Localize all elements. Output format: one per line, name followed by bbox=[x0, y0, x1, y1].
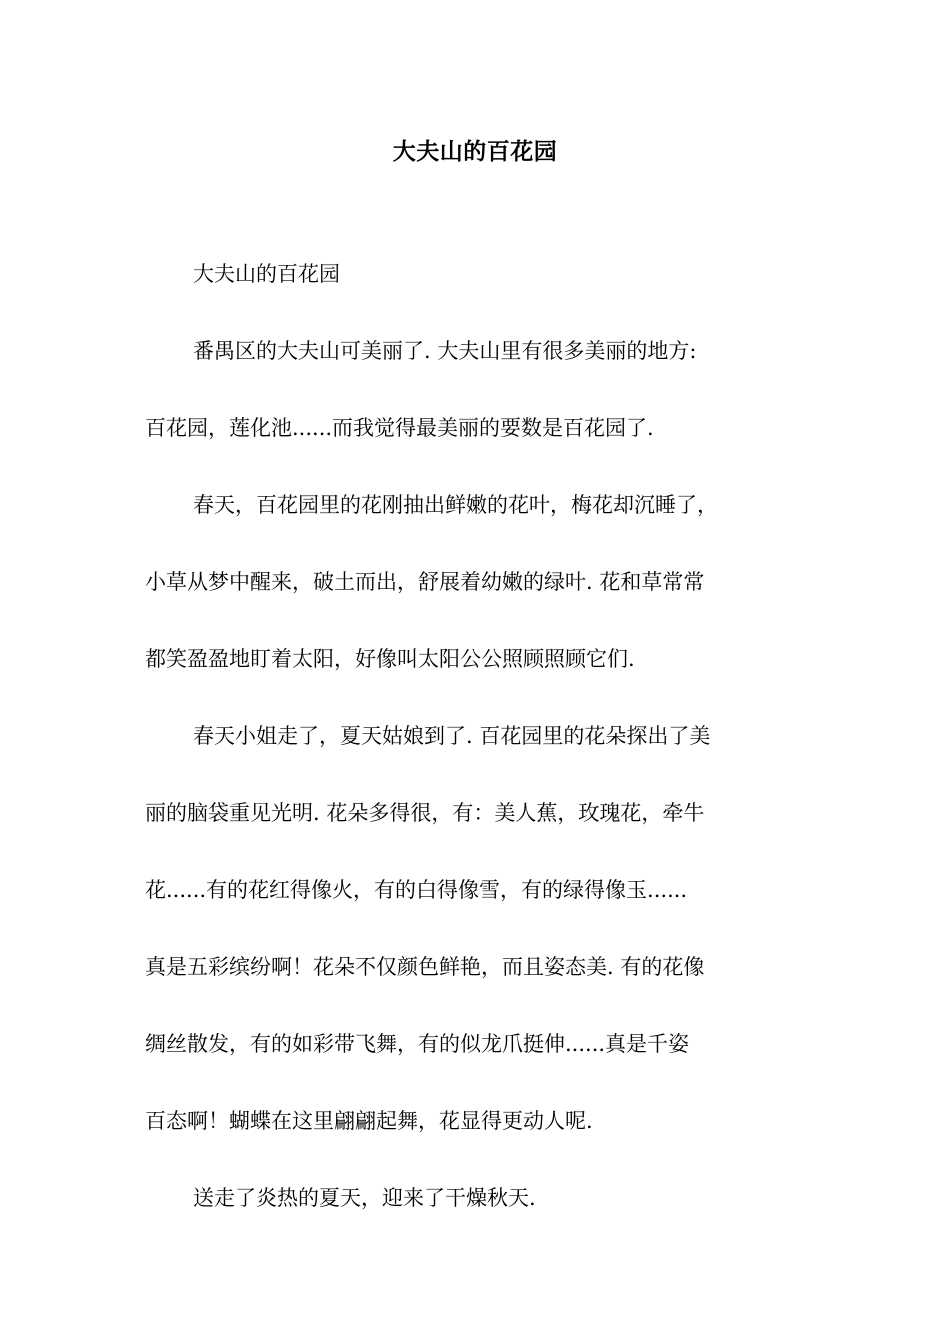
paragraph-1 bbox=[145, 254, 815, 294]
paragraph-line: 春天，百花园里的花刚抽出鲜嫩的花叶，梅花却沉睡了， bbox=[193, 493, 718, 517]
paragraph-line: 百态啊！蝴蝶在这里翩翩起舞，花显得更动人呢. bbox=[145, 1109, 593, 1133]
paragraph-line: 春天小姐走了，夏天姑娘到了. 百花园里的花朵探出了美 bbox=[193, 724, 711, 748]
paragraph-2 bbox=[145, 331, 815, 448]
paragraph-5 bbox=[145, 1178, 815, 1218]
paragraph-line: 送走了炎热的夏天，迎来了干燥秋天. bbox=[193, 1186, 536, 1210]
paragraph-line: 绸丝散发，有的如彩带飞舞，有的似龙爪挺伸......真是千姿 bbox=[145, 1032, 690, 1056]
paragraph-line: 都笑盈盈地盯着太阳，好像叫太阳公公照顾照顾它们. bbox=[145, 647, 635, 671]
paragraph-line: 大夫山的百花园 bbox=[193, 262, 340, 286]
paragraph-line: 真是五彩缤纷啊！花朵不仅颜色鲜艳，而且姿态美. 有的花像 bbox=[145, 955, 705, 979]
paragraph-line: 小草从梦中醒来，破土而出，舒展着幼嫩的绿叶. 花和草常常 bbox=[145, 570, 705, 594]
paragraph-line: 丽的脑袋重见光明. 花朵多得很，有：美人蕉，玫瑰花，牵牛 bbox=[145, 801, 705, 825]
paragraph-line: 番禺区的大夫山可美丽了. 大夫山里有很多美丽的地方: bbox=[193, 339, 697, 363]
paragraph-line: 百花园，莲化池......而我觉得最美丽的要数是百花园了. bbox=[145, 416, 654, 440]
document-body bbox=[145, 254, 815, 1218]
document-title: 大夫山的百花园 bbox=[392, 138, 558, 165]
paragraph-3 bbox=[145, 485, 815, 679]
paragraph-4 bbox=[145, 716, 815, 1141]
paragraph-line: 花......有的花红得像火，有的白得像雪，有的绿得像玉...... bbox=[145, 878, 688, 902]
